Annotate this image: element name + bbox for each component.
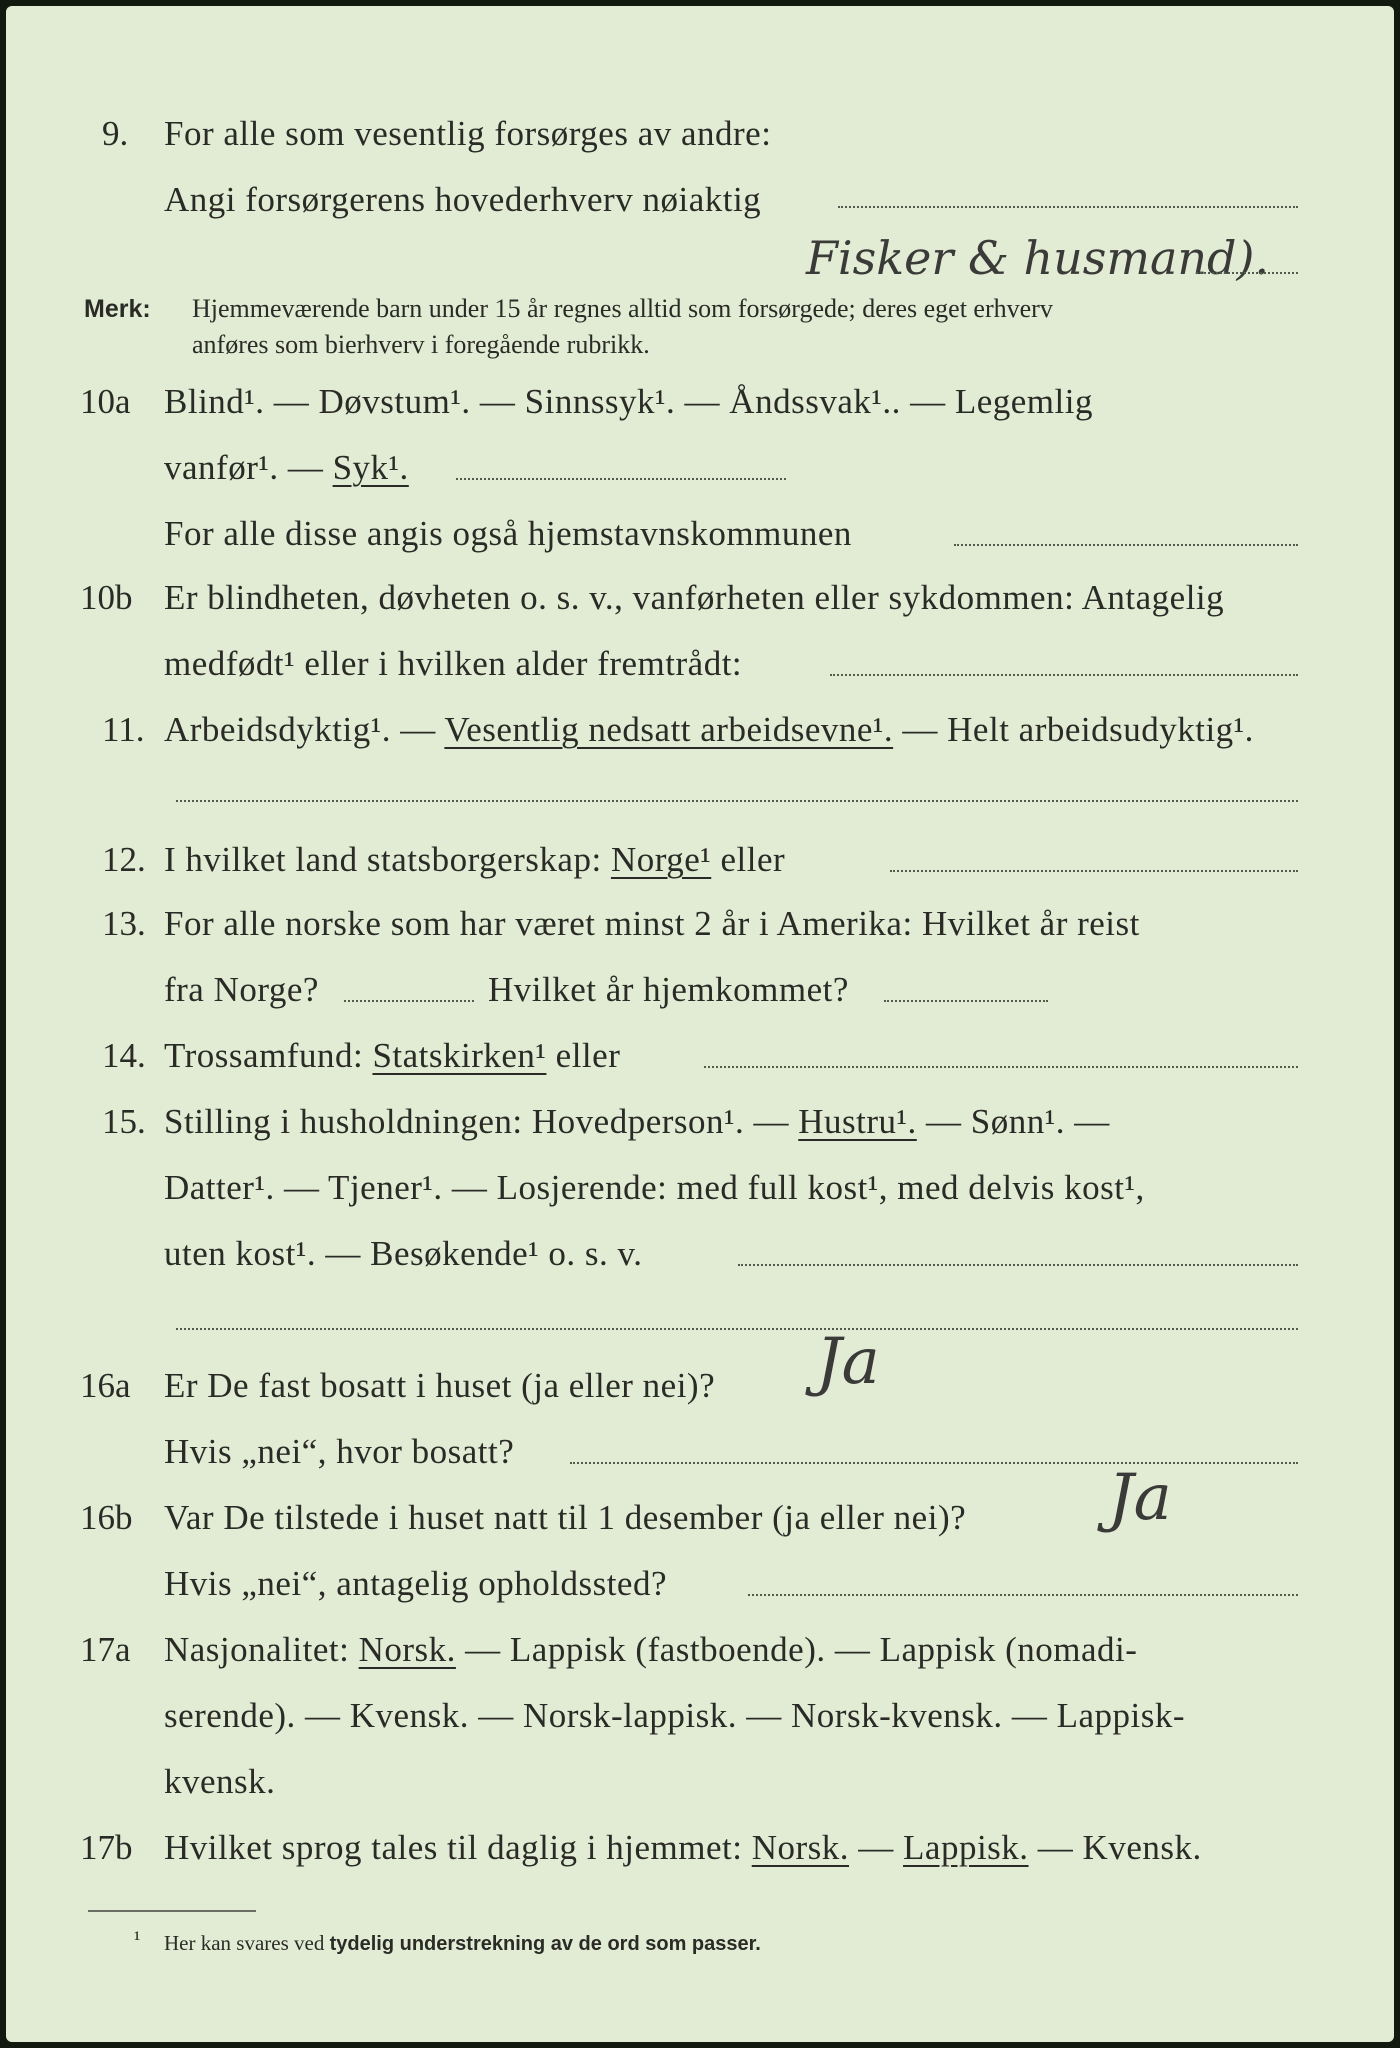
q17a-label: Nasjonalitet: [164,1630,359,1669]
q11-helt: — Helt arbeidsudyktig¹. [893,710,1254,749]
footnote-rule [88,1910,256,1912]
q12-eller: eller [711,840,786,879]
q16a-number: 16a [80,1366,131,1405]
q10a-fill-line[interactable] [456,478,786,480]
q16a-handwritten-answer: Ja [816,1325,880,1399]
q13-line1: For alle norske som har været minst 2 år i Amerika: Hvilket år reist [164,904,1140,943]
q10a-vanfor: vanfør¹. — [164,448,333,487]
q15-hustru-underlined: Hustru¹. [798,1102,917,1141]
q14-eller: eller [546,1036,621,1075]
q14-fill-line[interactable] [704,1066,1298,1068]
footnote-text-a: Her kan svares ved [164,1931,330,1955]
q15-line3: uten kost¹. — Besøkende¹ o. s. v. [164,1234,643,1273]
q9-number: 9. [102,114,129,153]
q17b-norsk-underlined: Norsk. [751,1828,850,1867]
census-form-page [6,6,1394,2042]
q16b-line1: Var De tilstede i huset natt til 1 desember (ja eller nei)? [164,1498,967,1537]
q15-fill-line[interactable] [738,1264,1298,1266]
q17a-number: 17a [80,1630,131,1669]
footnote-mark: ¹ [134,1927,141,1951]
q9-fill-line[interactable] [838,206,1298,208]
q12-fill-line[interactable] [890,870,1298,872]
q12-line [164,838,785,882]
q16b-fill-line[interactable] [748,1594,1298,1596]
q14-statskirken-underlined: Statskirken¹ [372,1036,547,1075]
q11-number: 11. [102,710,145,749]
merk-line2: anføres som bierhverv i foregående rubrikk. [192,330,650,359]
merk-note [84,290,151,328]
q15-sonn: — Sønn¹. — [916,1102,1110,1141]
q16a-line1: Er De fast bosatt i huset (ja eller nei)? [164,1366,716,1405]
q17a-line2: serende). — Kvensk. — Norsk-lappisk. — Norsk-kvensk. — Lappisk- [164,1696,1186,1735]
q13-line2b: Hvilket år hjemkommet? [488,970,849,1009]
q15-fill-line-2[interactable] [176,1328,1298,1330]
q12-norge-underlined: Norge¹ [610,840,712,879]
q16b-number: 16b [80,1498,133,1537]
q14-label: Trossamfund: [164,1036,373,1075]
q17b-line [164,1826,1202,1870]
q17a-line1 [164,1628,1137,1672]
q17a-line3: kvensk. [164,1762,276,1801]
q17a-lappisk: — Lappisk (fastboende). — Lappisk (nomadi- [455,1630,1138,1669]
q10b-number: 10b [80,578,133,617]
footnote-text [164,1928,761,1959]
q16b-line2: Hvis „nei“, antagelig opholdssted? [164,1564,667,1603]
q12-label: I hvilket land statsborgerskap: [164,840,611,879]
q17a-norsk-underlined: Norsk. [358,1630,456,1669]
q9-fill-line-2[interactable] [1196,272,1298,274]
q10a-number: 10a [80,382,131,421]
q14-line [164,1034,620,1078]
q15-number: 15. [102,1102,146,1141]
merk-label: Merk: [84,295,151,323]
q9-handwritten-answer: Fisker & husmand). [806,231,1270,285]
q14-number: 14. [102,1036,146,1075]
q10b-fill-line[interactable] [830,674,1298,676]
q10b-line2: medfødt¹ eller i hvilken alder fremtrådt: [164,644,743,683]
q15-line1 [164,1100,1110,1144]
q9-line1: For alle som vesentlig forsørges av andre: [164,114,772,153]
q12-number: 12. [102,840,146,879]
footnote-text-b: tydelig understrekning av de ord som passer. [329,1933,761,1955]
q10a-hjemstavn-fill-line[interactable] [954,544,1298,546]
q10a-syk-underlined: Syk¹. [332,448,409,487]
q11-arbeidsdyktig: Arbeidsdyktig¹. — [164,710,445,749]
q10b-line1: Er blindheten, døvheten o. s. v., vanførheten eller sykdommen: Antagelig [164,578,1225,617]
q17b-label: Hvilket sprog tales til daglig i hjemmet: [164,1828,752,1867]
q17b-number: 17b [80,1828,133,1867]
q11-nedsatt-underlined: Vesentlig nedsatt arbeidsevne¹. [444,710,894,749]
q17b-lappisk-underlined: Lappisk. [903,1828,1029,1867]
q10a-line3: For alle disse angis også hjemstavnskommunen [164,514,852,553]
q16a-fill-line[interactable] [570,1462,1298,1464]
q13-line2a: fra Norge? [164,970,319,1009]
q16a-line2: Hvis „nei“, hvor bosatt? [164,1432,515,1471]
q9-line2: Angi forsørgerens hovederhverv nøiaktig [164,180,762,219]
q10a-line2 [164,446,409,490]
q11-fill-line[interactable] [176,800,1298,802]
q15-hovedperson: Stilling i husholdningen: Hovedperson¹. — [164,1102,799,1141]
q13-reist-fill-line[interactable] [344,1000,474,1002]
q11-line [164,708,1254,752]
q10a-line1: Blind¹. — Døvstum¹. — Sinnssyk¹. — Åndssvak¹.. — Legemlig [164,382,1093,421]
q15-line2: Datter¹. — Tjener¹. — Losjerende: med full kost¹, med delvis kost¹, [164,1168,1145,1207]
q17b-kvensk: — Kvensk. [1028,1828,1202,1867]
merk-line1: Hjemmeværende barn under 15 år regnes alltid som forsørgede; deres eget erhverv [192,294,1053,323]
q13-number: 13. [102,904,146,943]
q13-hjemkommet-fill-line[interactable] [884,1000,1048,1002]
q16b-handwritten-answer: Ja [1108,1461,1172,1535]
q17b-dash: — [849,1828,904,1867]
